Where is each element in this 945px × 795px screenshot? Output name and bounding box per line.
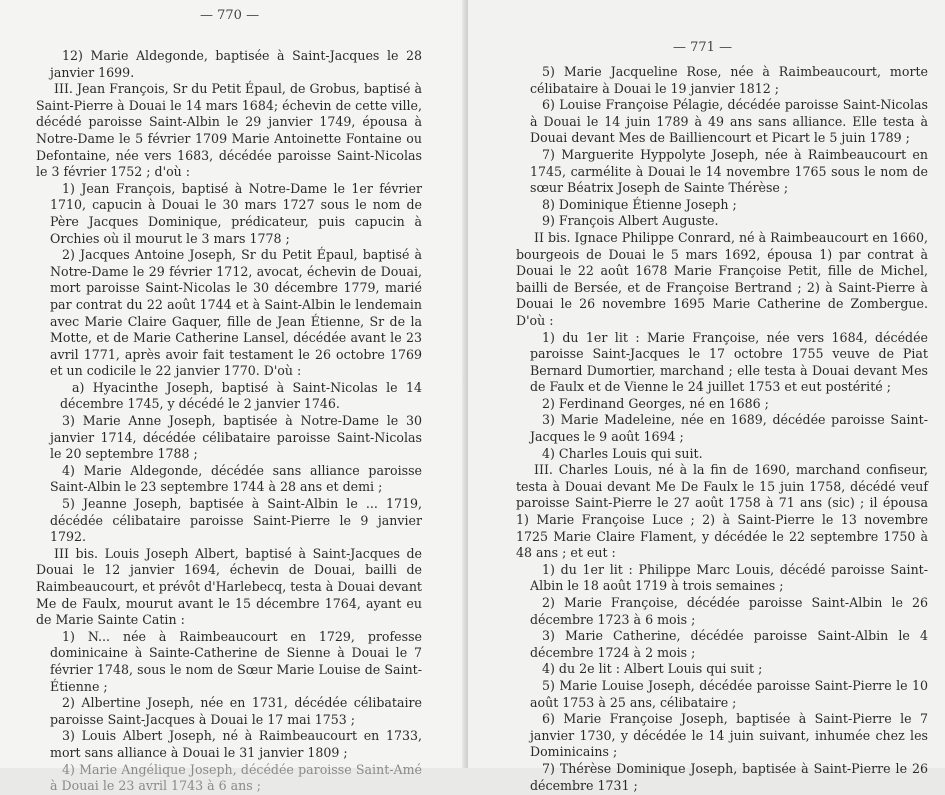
paragraph: 4) Marie Aldegonde, décédée sans alliance paroisse Saint-Albin le 23 septembre 1744 à 28 ans et demi ;	[50, 462, 422, 495]
paragraph: 3) Louis Albert Joseph, né à Raimbeaucourt en 1733, mort sans alliance à Douai le 31 janvier 1809 ;	[50, 728, 422, 760]
right-page	[468, 0, 945, 793]
paragraph: 3) Marie Catherine, décédée paroisse Saint-Albin le 4 décembre 1724 à 2 mois ;	[530, 628, 928, 660]
paragraph: 12) Marie Aldegonde, baptisée à Saint-Jacques le 28 janvier 1699.	[50, 48, 422, 80]
paragraph: III. Charles Louis, né à la fin de 1690, marchand confiseur, testa à Douai devant Me De Faulx le 15 juin 1758, décédé veuf paroisse Saint-Pierre le 27 août 1758 à 71 ans (sic) ; il épousa 1) Marie Françoise Luce ; 2) à Saint-Pierre le 13 novembre 1725 Marie Claire Flament, y décédée le 22 septembre 1750 à 48 ans ; et eut :	[516, 462, 928, 561]
paragraph: 4) Marie Angélique Joseph, décédée paroisse Saint-Amé à Douai le 23 avril 1743 à 6 ans ;	[50, 761, 422, 794]
paragraph: 1) Jean François, baptisé à Notre-Dame le 1er février 1710, capucin à Douai le 30 mars 1727 sous le nom de Père Jacques Dominique, prédicateur, puis capucin à Orchies où il mourut le 3 mars 1778 ;	[50, 180, 422, 246]
paragraph: 3) Marie Anne Joseph, baptisée à Notre-Dame le 30 janvier 1714, décédée célibataire paroisse Saint-Nicolas le 20 septembre 1788 ;	[50, 413, 422, 462]
paragraph: 2) Jacques Antoine Joseph, Sr du Petit Épaul, baptisé à Notre-Dame le 29 février 1712, avocat, échevin de Douai, mort paroisse Saint-Nicolas le 30 décembre 1779, marié par contrat du 22 août 1744 et à Saint-Albin le lendemain avec Marie Claire Gaquer, fille de Jean Étienne, Sr de la Motte, et de Marie Catherine Lansel, décédée avant le 23 avril 1771, après avoir fait testament le 26 octobre 1769 et un codicile le 22 janvier 1770. D'où :	[50, 247, 422, 379]
paragraph: III. Jean François, Sr du Petit Épaul, de Grobus, baptisé à Saint-Pierre à Douai le 14 mars 1684; échevin de cette ville, décédé paroisse Saint-Albin le 29 janvier 1749, épousa à Notre-Dame le 5 février 1709 Marie Antoinette Fontaine ou Defontaine, née vers 1683, décédée paroisse Saint-Nicolas le 3 février 1752 ; d'où :	[36, 81, 422, 180]
paragraph: 2) Albertine Joseph, née en 1731, décédée célibataire paroisse Saint-Jacques à Douai le 17 mai 1753 ;	[50, 695, 422, 727]
paragraph: a) Hyacinthe Joseph, baptisé à Saint-Nicolas le 14 décembre 1745, y décédé le 2 janvier 1746.	[60, 379, 422, 412]
page-number-right: — 771 —	[673, 40, 733, 55]
left-page	[0, 0, 468, 794]
paragraph: 1) N... née à Raimbeaucourt en 1729, professe dominicaine à Sainte-Catherine de Sienne à Douai le 7 février 1748, sous le nom de Sœur Marie Louise de Saint-Étienne ;	[50, 628, 422, 694]
paragraph: 6) Louise Françoise Pélagie, décédée paroisse Saint-Nicolas à Douai le 14 juin 1789 à 49 ans sans alliance. Elle testa à Douai devant Mes de Bailliencourt et Picart le 5 juin 1789 ;	[530, 97, 928, 146]
paragraph: 2) Marie Françoise, décédée paroisse Saint-Albin le 26 décembre 1723 à 6 mois ;	[530, 595, 928, 627]
left-page-text	[36, 48, 422, 795]
paragraph: 2) Ferdinand Georges, né en 1686 ;	[542, 395, 769, 411]
paragraph: III bis. Louis Joseph Albert, baptisé à Saint-Jacques de Douai le 12 janvier 1694, échevin de Douai, bailli de Raimbeaucourt, et prévôt d'Harlebecq, testa à Douai devant Me de Faulx, mourut avant le 15 décembre 1764, ayant eu de Marie Sainte Catin :	[36, 545, 422, 628]
paragraph: 5) Marie Jacqueline Rose, née à Raimbeaucourt, morte célibataire à Douai le 19 janvier 1812 ;	[530, 64, 928, 96]
paragraph: 7) Thérèse Dominique Joseph, baptisée à Saint-Pierre le 26 décembre 1731 ;	[530, 760, 928, 793]
page-number-left: — 770 —	[200, 8, 260, 23]
paragraph: 4) du 2e lit : Albert Louis qui suit ;	[542, 661, 763, 677]
right-page-text	[516, 64, 928, 794]
paragraph: 3) Marie Madeleine, née en 1689, décédée paroisse Saint-Jacques le 9 août 1694 ;	[530, 412, 928, 445]
paragraph: 7) Marguerite Hyppolyte Joseph, née à Raimbeaucourt en 1745, carmélite à Douai le 14 novembre 1765 sous le nom de sœur Béatrix Joseph de Sainte Thérèse ;	[530, 146, 928, 196]
paragraph: 5) Jeanne Joseph, baptisée à Saint-Albin le ... 1719, décédée célibataire paroisse Saint-Pierre le 9 janvier 1792.	[50, 496, 422, 545]
paragraph: 5) Marie Louise Joseph, décédée paroisse Saint-Pierre le 10 août 1753 à 25 ans, célibataire ;	[530, 677, 928, 710]
paragraph: 6) Marie Françoise Joseph, baptisée à Saint-Pierre le 7 janvier 1730, y décédée le 14 juin suivant, inhumée chez les Dominicains ;	[530, 711, 928, 760]
paragraph: 1) du 1er lit : Philippe Marc Louis, décédé paroisse Saint-Albin le 18 août 1719 à trois semaines ;	[530, 561, 928, 594]
paragraph: 4) Charles Louis qui suit.	[542, 445, 703, 461]
paragraph: 1) du 1er lit : Marie Françoise, née vers 1684, décédée paroisse Saint-Jacques le 17 octobre 1755 veuve de Piat Bernard Dumortier, marchand ; elle testa à Douai devant Mes de Faulx et de Vienne le 24 juillet 1753 et eut postérité ;	[530, 329, 928, 395]
paragraph: 9) François Albert Auguste.	[542, 213, 719, 229]
paragraph: II bis. Ignace Philippe Conrard, né à Raimbeaucourt en 1660, bourgeois de Douai le 5 mars 1692, épousa 1) par contrat à Douai le 22 août 1678 Marie Françoise Petit, fille de Michel, bailli de Bersée, et de Françoise Bertrand ; 2) à Saint-Pierre à Douai le 26 novembre 1695 Marie Catherine de Zombergue. D'où :	[516, 229, 928, 328]
paragraph: 8) Dominique Étienne Joseph ;	[542, 196, 737, 212]
